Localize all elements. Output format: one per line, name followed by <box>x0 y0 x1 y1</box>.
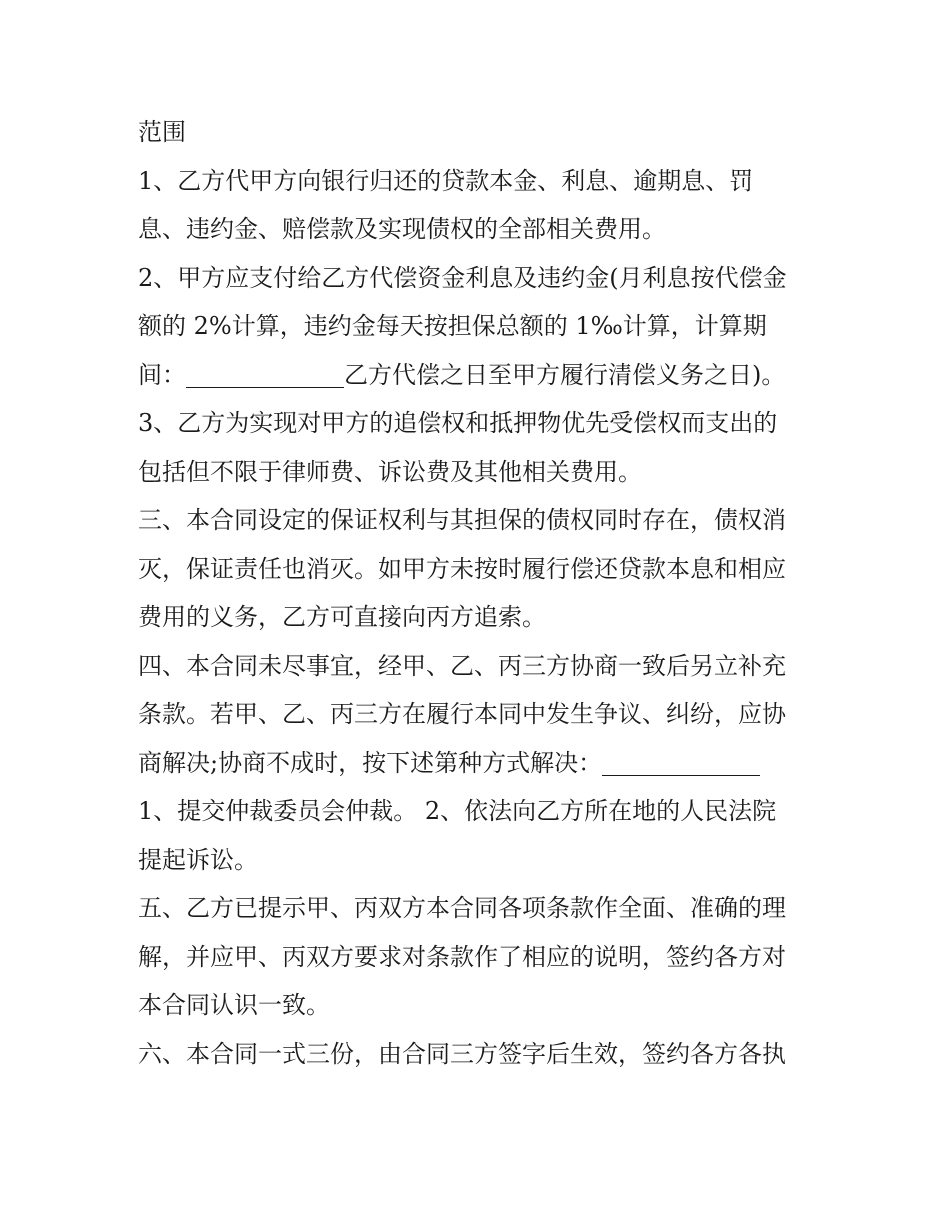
text-fragment: 间： <box>138 360 186 389</box>
document-body <box>138 108 818 1078</box>
text-line: 本合同认识一致。 <box>138 991 330 1019</box>
text-line: 三、本合同设定的保证权利与其担保的债权同时存在，债权消 <box>138 506 786 534</box>
text-line: 五、乙方已提示甲、丙双方本合同各项条款作全面、准确的理 <box>138 894 786 922</box>
text-line: 条款。若甲、乙、丙三方在履行本同中发生争议、纠纷，应协 <box>138 700 786 728</box>
text-line-with-blank <box>138 739 818 788</box>
text-line: 额的 2%计算，违约金每天按担保总额的 1‰计算，计算期 <box>138 312 767 340</box>
text-fragment: 乙方代偿之日至甲方履行清偿义务之日)。 <box>344 360 786 389</box>
text-line: 提起诉讼。 <box>138 845 258 874</box>
text-line: 解，并应甲、丙双方要求对条款作了相应的说明，签约各方对 <box>138 942 786 971</box>
text-line: 包括但不限于律师费、诉讼费及其他相关费用。 <box>138 457 642 486</box>
fill-in-blank <box>602 751 760 776</box>
text-line: 2、甲方应支付给乙方代偿资金利息及违约金(月利息按代偿金 <box>138 263 787 292</box>
text-line: 1、提交仲裁委员会仲裁。 2、依法向乙方所在地的人民法院 <box>138 797 777 825</box>
text-line: 3、乙方为实现对甲方的追偿权和抵押物优先受偿权而支出的 <box>138 409 778 437</box>
text-line: 费用的义务，乙方可直接向丙方追索。 <box>138 603 546 631</box>
text-line-with-blank <box>138 351 818 400</box>
text-line: 1、乙方代甲方向银行归还的贷款本金、利息、逾期息、罚 <box>138 166 754 195</box>
fill-in-blank <box>186 363 344 388</box>
text-fragment: 商解决;协商不成时，按下述第种方式解决： <box>138 748 603 777</box>
text-line: 息、违约金、赔偿款及实现债权的全部相关费用。 <box>138 215 666 243</box>
text-line: 四、本合同未尽事宜，经甲、乙、丙三方协商一致后另立补充 <box>138 651 786 680</box>
text-line: 灭，保证责任也消灭。如甲方未按时履行偿还贷款本息和相应 <box>138 554 786 583</box>
text-line: 六、本合同一式三份，由合同三方签字后生效，签约各方各执 <box>138 1039 786 1068</box>
text-line: 范围 <box>138 118 186 146</box>
